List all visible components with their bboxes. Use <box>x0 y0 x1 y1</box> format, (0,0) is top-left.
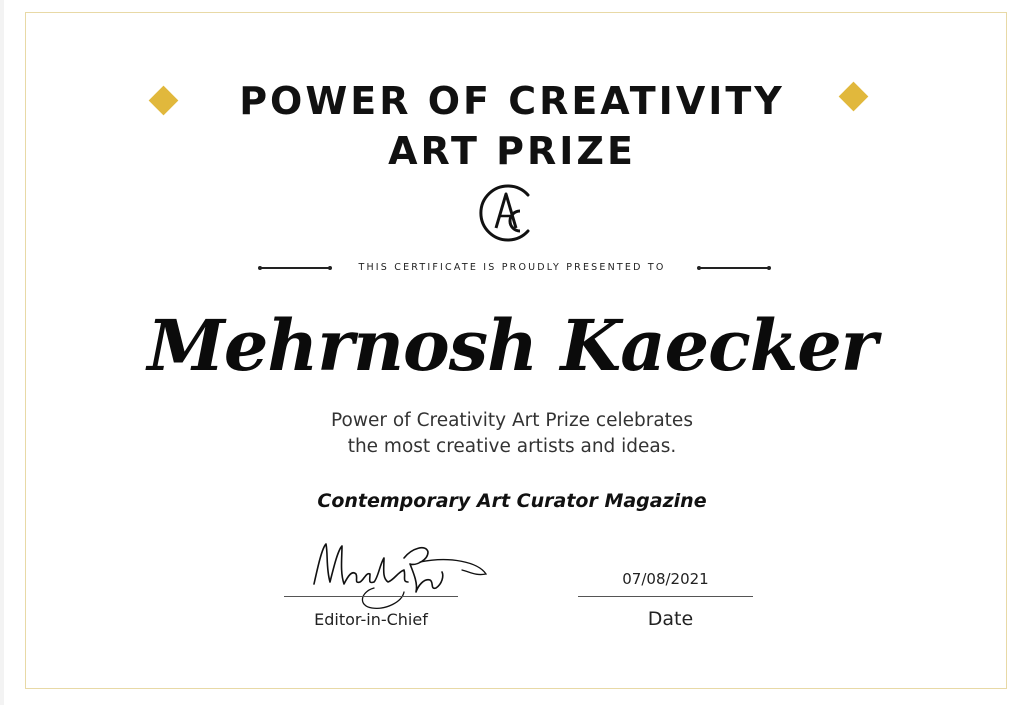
description-line-2: the most creative artists and ideas. <box>347 436 677 457</box>
date-line <box>578 596 753 597</box>
certificate-description <box>0 408 1024 460</box>
right-decorative-rule <box>699 267 769 269</box>
date-value: 07/08/2021 <box>622 570 709 588</box>
date-label: Date <box>647 608 694 630</box>
signer-role: Editor-in-Chief <box>314 610 428 629</box>
certificate-title-line1: POWER OF CREATIVITY <box>239 79 785 123</box>
presented-to-text: THIS CERTIFICATE IS PROUDLY PRESENTED TO <box>358 262 666 273</box>
recipient-name: Mehrnosh Kaecker <box>147 304 877 387</box>
certificate-title-line2: ART PRIZE <box>388 129 636 173</box>
issuer-name: Contemporary Art Curator Magazine <box>317 490 707 512</box>
signature-line <box>284 596 458 597</box>
description-line-1: Power of Creativity Art Prize celebrates <box>331 410 693 431</box>
signature-image <box>300 536 490 612</box>
ac-monogram-icon <box>476 180 536 246</box>
